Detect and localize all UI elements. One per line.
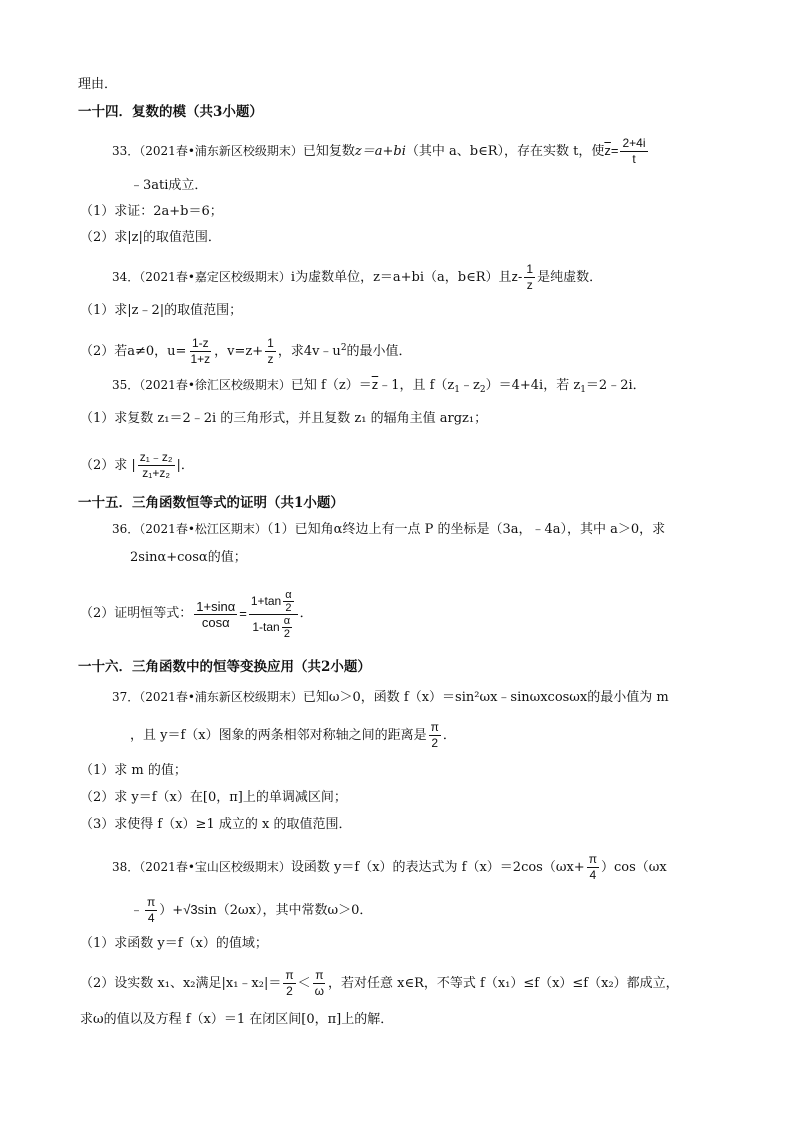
question-38	[112, 852, 667, 883]
q37-part2: （2）求 y＝f（x）在[0，π]上的单调减区间；	[80, 790, 347, 805]
q35-p2-a: （2）求 |	[80, 458, 136, 473]
q35-text-e: ＝2﹣2i．	[585, 378, 646, 393]
q38-frac-pi2	[283, 968, 295, 999]
q34-v-den: z	[267, 352, 274, 366]
q35-p2-b: |．	[176, 458, 194, 473]
q35-text-a: 已知 f（z）＝	[290, 378, 372, 393]
q33-frac-num: 2+4i	[622, 136, 646, 150]
question-36	[112, 520, 665, 539]
q33-source: （2021春•浦东新区校级期末）	[139, 144, 303, 158]
q34-text-b: 是纯虚数．	[537, 270, 603, 285]
q33-eq: =	[610, 143, 619, 158]
q38-two: 2	[286, 984, 293, 998]
q36-part2	[80, 584, 313, 644]
q35-sub2: 2	[479, 385, 486, 395]
q35-zbar: $\overline{z}$	[371, 377, 379, 392]
q38-line2-a: ﹣	[130, 903, 144, 918]
q35-text-c: ﹣z	[460, 378, 480, 393]
q38-line2-b: ）+	[159, 903, 184, 918]
q37-part3: （3）求使得 f（x）≥1 成立的 x 的取值范围．	[80, 817, 352, 832]
q33-expr: z＝a+bi	[354, 144, 406, 159]
q35-frac-num: z₁﹣z₂	[139, 450, 173, 464]
q33-fraction	[620, 136, 647, 167]
q35-sub3: 1	[580, 385, 586, 395]
q38-four-b: 4	[147, 911, 155, 925]
q35-source: （2021春•徐汇区校级期末）	[139, 378, 291, 392]
q34-p2-a: （2）若a≠0，u=	[80, 344, 187, 359]
q37-line2	[130, 720, 456, 751]
q38-part3: 求ω的值以及方程 f（x）＝1 在闭区间[0，π]上的解．	[80, 1012, 394, 1027]
q37-line2-a: ，且 y＝f（x）图象的两条相邻对称轴之间的距离是	[130, 728, 427, 743]
q36-left-den: cosα	[201, 614, 230, 630]
q35-part1: （1）求复数 z₁＝2﹣2i 的三角形式，并且复数 z₁ 的辐角主值 argz₁；	[80, 411, 488, 426]
q33-number: 33．	[112, 144, 140, 158]
q34-p2-b: ，v=z+	[214, 344, 264, 359]
q37-line2-b: ．	[442, 728, 456, 743]
q34-part1: （1）求|z﹣2|的取值范围；	[80, 303, 243, 318]
q33-frac-den: t	[632, 152, 636, 166]
q38-pi-a: π	[588, 852, 597, 866]
q33-zbar: $\overline{z}$	[604, 143, 611, 158]
q36-half-bot-num: α	[283, 614, 291, 627]
q37-number: 37．	[112, 690, 140, 704]
q33-text-b: （其中 a、b∈R），存在实数 t，使	[405, 144, 605, 159]
q38-four-a: 4	[589, 868, 597, 882]
q37-pi: π	[430, 720, 439, 734]
q34-frac-num: 1	[526, 262, 534, 276]
q36-right-fraction	[249, 589, 298, 640]
q34-v-fraction	[265, 336, 276, 367]
q35-frac-den: z₁+z₂	[142, 466, 171, 480]
q37-text: 已知ω＞0，函数 f（x）＝sin²ωx﹣sinωxcosωx的最小值为 m	[302, 690, 669, 705]
q36-half-top-den: 2	[285, 601, 292, 614]
q36-half-bottom	[282, 615, 292, 640]
q36-half-top	[283, 589, 293, 614]
q35-fraction	[138, 450, 175, 481]
q34-p2-d: 的最小值．	[346, 344, 412, 359]
section-heading-15: 一十五．三角函数恒等式的证明（共1小题）	[78, 495, 344, 511]
q33-part2: （2）求|z|的取值范围．	[80, 230, 221, 245]
q34-p2-c: ，求4v﹣u	[277, 344, 341, 359]
q38-lt: ＜	[297, 976, 311, 991]
question-35	[112, 376, 646, 399]
section-heading-14: 一十四．复数的模（共3小题）	[78, 104, 263, 120]
q37-fraction	[429, 720, 441, 751]
q34-u-fraction	[188, 336, 212, 367]
q36-eq: =	[239, 606, 247, 621]
q33-continuation: ﹣3ati成立．	[130, 178, 208, 193]
q38-frac-pi4-b	[145, 895, 157, 926]
q36-end: ．	[299, 606, 313, 621]
q34-text-a: i为虚数单位，z＝a+bi（a，b∈R）且	[290, 270, 512, 285]
q34-number: 34．	[112, 270, 140, 284]
q36-right-den	[250, 615, 296, 640]
q36-text: （1）已知角α终边上有一点 P 的坐标是（3a，﹣4a），其中 a＞0，求	[266, 522, 666, 537]
q34-u-num: 1-z	[191, 336, 209, 350]
q38-line2	[130, 895, 372, 926]
q38-pi-c: π	[285, 968, 294, 982]
question-34	[112, 262, 602, 293]
q38-omega: ω	[314, 984, 325, 998]
q37-two: 2	[431, 736, 439, 750]
q36-p2-a: （2）证明恒等式：	[80, 606, 193, 621]
q33-text-a: 已知复数	[302, 144, 355, 159]
q34-fraction	[524, 262, 535, 293]
q36-left-num: 1+sinα	[196, 598, 236, 614]
q38-text-a: 设函数 y＝f（x）的表达式为 f（x）＝2cos（ωx+	[290, 860, 585, 875]
q36-tan-minus: 1-tan	[252, 619, 280, 634]
question-33	[112, 136, 650, 167]
question-37	[112, 688, 669, 707]
q36-line2: 2sinα+cosα的值；	[130, 550, 247, 565]
q36-number: 36．	[112, 522, 140, 536]
q34-u-den: 1+z	[190, 352, 211, 366]
q38-number: 38．	[112, 860, 140, 874]
q38-p2-a: （2）设实数 x₁、x₂满足|x₁﹣x₂|＝	[80, 976, 282, 991]
q38-text-b: ）cos（ωx	[600, 860, 667, 875]
q38-sqrt3: √3	[183, 902, 198, 917]
q38-frac-pi4-a	[587, 852, 599, 883]
q35-sub1: 1	[454, 385, 461, 395]
q35-part2	[80, 450, 194, 481]
q36-half-bot-den: 2	[283, 627, 290, 640]
q34-part2	[80, 336, 412, 367]
q34-v-num: 1	[267, 336, 274, 350]
q36-left-fraction	[194, 599, 237, 630]
q35-number: 35．	[112, 378, 140, 392]
q38-frac-pi-omega	[313, 968, 326, 999]
section-heading-16: 一十六．三角函数中的恒等变换应用（共2小题）	[78, 659, 371, 675]
q34-source: （2021春•嘉定区校级期末）	[139, 270, 291, 284]
q38-line2-c: sin（2ωx），其中常数ω＞0．	[197, 903, 373, 918]
q38-p2-b: ，若对任意 x∈R，不等式 f（x₁）≤f（x）≤f（x₂）都成立，	[328, 976, 679, 991]
q38-pi-d: π	[315, 968, 324, 982]
q35-text-d: ）＝4+4i，若 z	[485, 378, 581, 393]
intro-tail: 理由．	[78, 77, 118, 92]
q36-right-num	[249, 589, 298, 615]
q34-p2-sup: 2	[340, 343, 347, 353]
q33-part1: （1）求证：2a+b＝6；	[80, 204, 223, 219]
q36-half-top-num: α	[285, 588, 292, 601]
q34-frac-den: z	[526, 278, 533, 292]
q38-part1: （1）求函数 y＝f（x）的值域；	[80, 936, 268, 951]
q36-tan-plus: 1+tan	[250, 593, 282, 608]
q38-pi-b: π	[147, 895, 156, 909]
q37-source: （2021春•浦东新区校级期末）	[139, 690, 303, 704]
q34-z: z	[511, 269, 519, 284]
q37-part1: （1）求 m 的值；	[80, 763, 187, 778]
q35-text-b: ﹣1，且 f（z	[378, 378, 455, 393]
q34-minus: -	[518, 269, 523, 284]
q38-source: （2021春•宝山区校级期末）	[139, 860, 291, 874]
q36-source: （2021春•松江区期末）	[139, 522, 267, 536]
q38-part2	[80, 968, 679, 999]
